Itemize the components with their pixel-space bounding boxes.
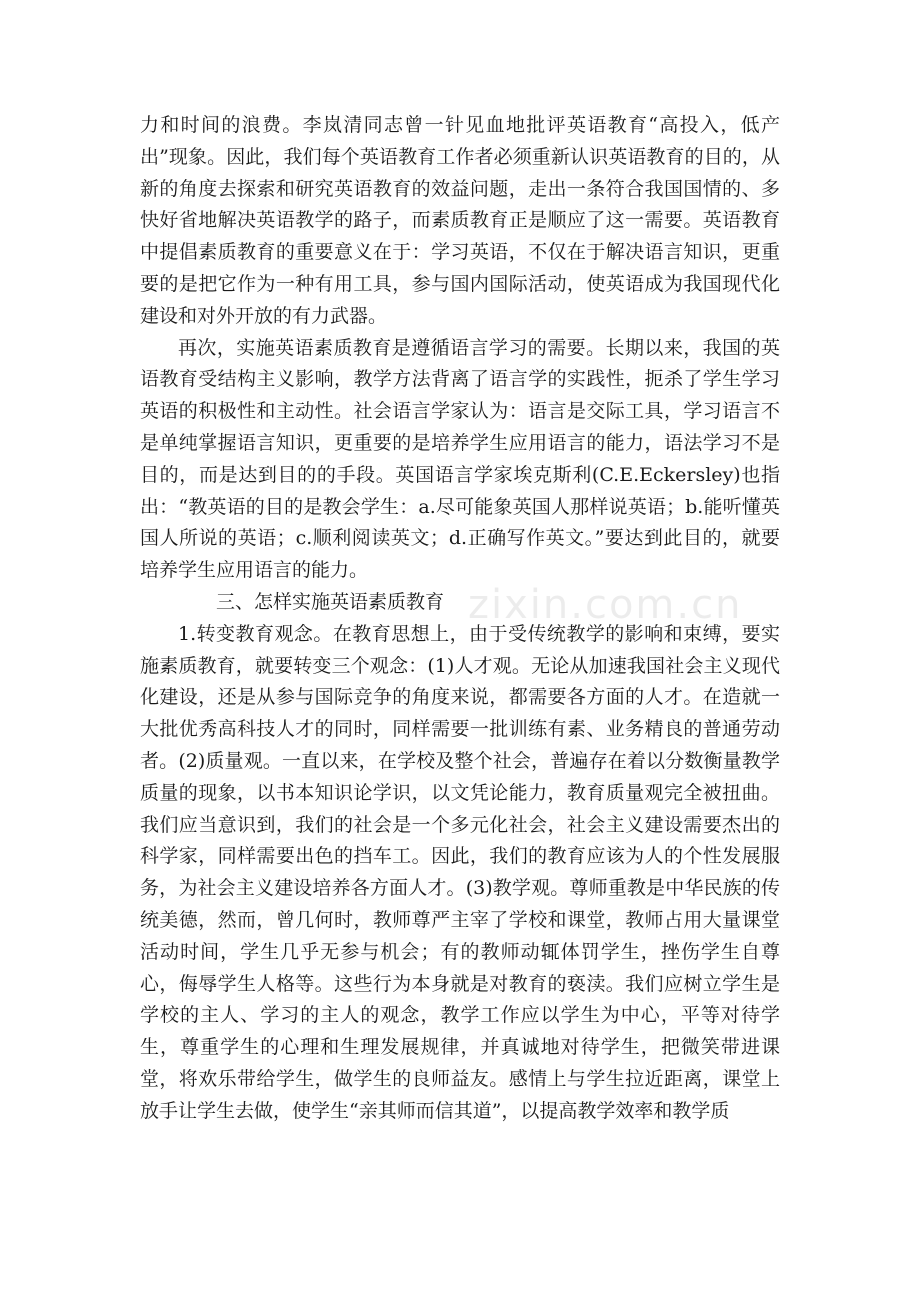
- paragraph-2: 再次，实施英语素质教育是遵循语言学习的需要。长期以来，我国的英语教育受结构主义影响，教学方法背离了语言学的实践性，扼杀了学生学习英语的积极性和主动性。社会语言学家认为：语言是交际工具，学习语言不是单纯掌握语言知识，更重要的是培养学生应用语言的能力，语法学习不是目的，而是达到目的的手段。英国语言学家埃克斯利(C.E.Eckersley)也指出：“教英语的目的是教会学生：a.尽可能象英国人那样说英语；b.能听懂英国人所说的英语；c.顺利阅读英文；d.正确写作英文。”要达到此目的，就要培养学生应用语言的能力。: [140, 336, 780, 582]
- paragraph-1: 力和时间的浪费。李岚清同志曾一针见血地批评英语教育“高投入，低产出”现象。因此，我们每个英语教育工作者必须重新认识英语教育的目的，从新的角度去探索和研究英语教育的效益问题，走出一条符合我国国情的、多快好省地解决英语教学的路子，而素质教育正是顺应了这一需要。英语教育中提倡素质教育的重要意义在于：学习英语，不仅在于解决语言知识，更重要的是把它作为一种有用工具，参与国内国际活动，使英语成为我国现代化建设和对外开放的有力武器。: [140, 114, 780, 327]
- paragraph-3: 1.转变教育观念。在教育思想上，由于受传统教学的影响和束缚，要实施素质教育，就要转变三个观念：(1)人才观。无论从加速我国社会主义现代化建设，还是从参与国际竞争的角度来说，都需要各方面的人才。在造就一大批优秀高科技人才的同时，同样需要一批训练有素、业务精良的普通劳动者。(2)质量观。一直以来，在学校及整个社会，普遍存在着以分数衡量教学质量的现象，以书本知识论学识，以文凭论能力，教育质量观完全被扭曲。我们应当意识到，我们的社会是一个多元化社会，社会主义建设需要杰出的科学家，同样需要出色的挡车工。因此，我们的教育应该为人的个性发展服务，为社会主义建设培养各方面人才。(3)教学观。尊师重教是中华民族的传统美德，然而，曾几何时，教师尊严主宰了学校和课堂，教师占用大量课堂活动时间，学生几乎无参与机会；有的教师动辄体罚学生，挫伤学生自尊心，侮辱学生人格等。这些行为本身就是对教育的亵渎。我们应树立学生是学校的主人、学习的主人的观念，教学工作应以学生为中心，平等对待学生，尊重学生的心理和生理发展规律，并真诚地对待学生，把微笑带进课堂，将欢乐带给学生，做学生的良师益友。感情上与学生拉近距离，课堂上放手让学生去做，使学生“亲其师而信其道”，以提高教学效率和教学质: [140, 622, 780, 1122]
- section-heading: 三、怎样实施英语素质教育: [216, 590, 445, 613]
- watermark: zixin.com.cn: [468, 582, 743, 628]
- document-page: [140, 110, 780, 1128]
